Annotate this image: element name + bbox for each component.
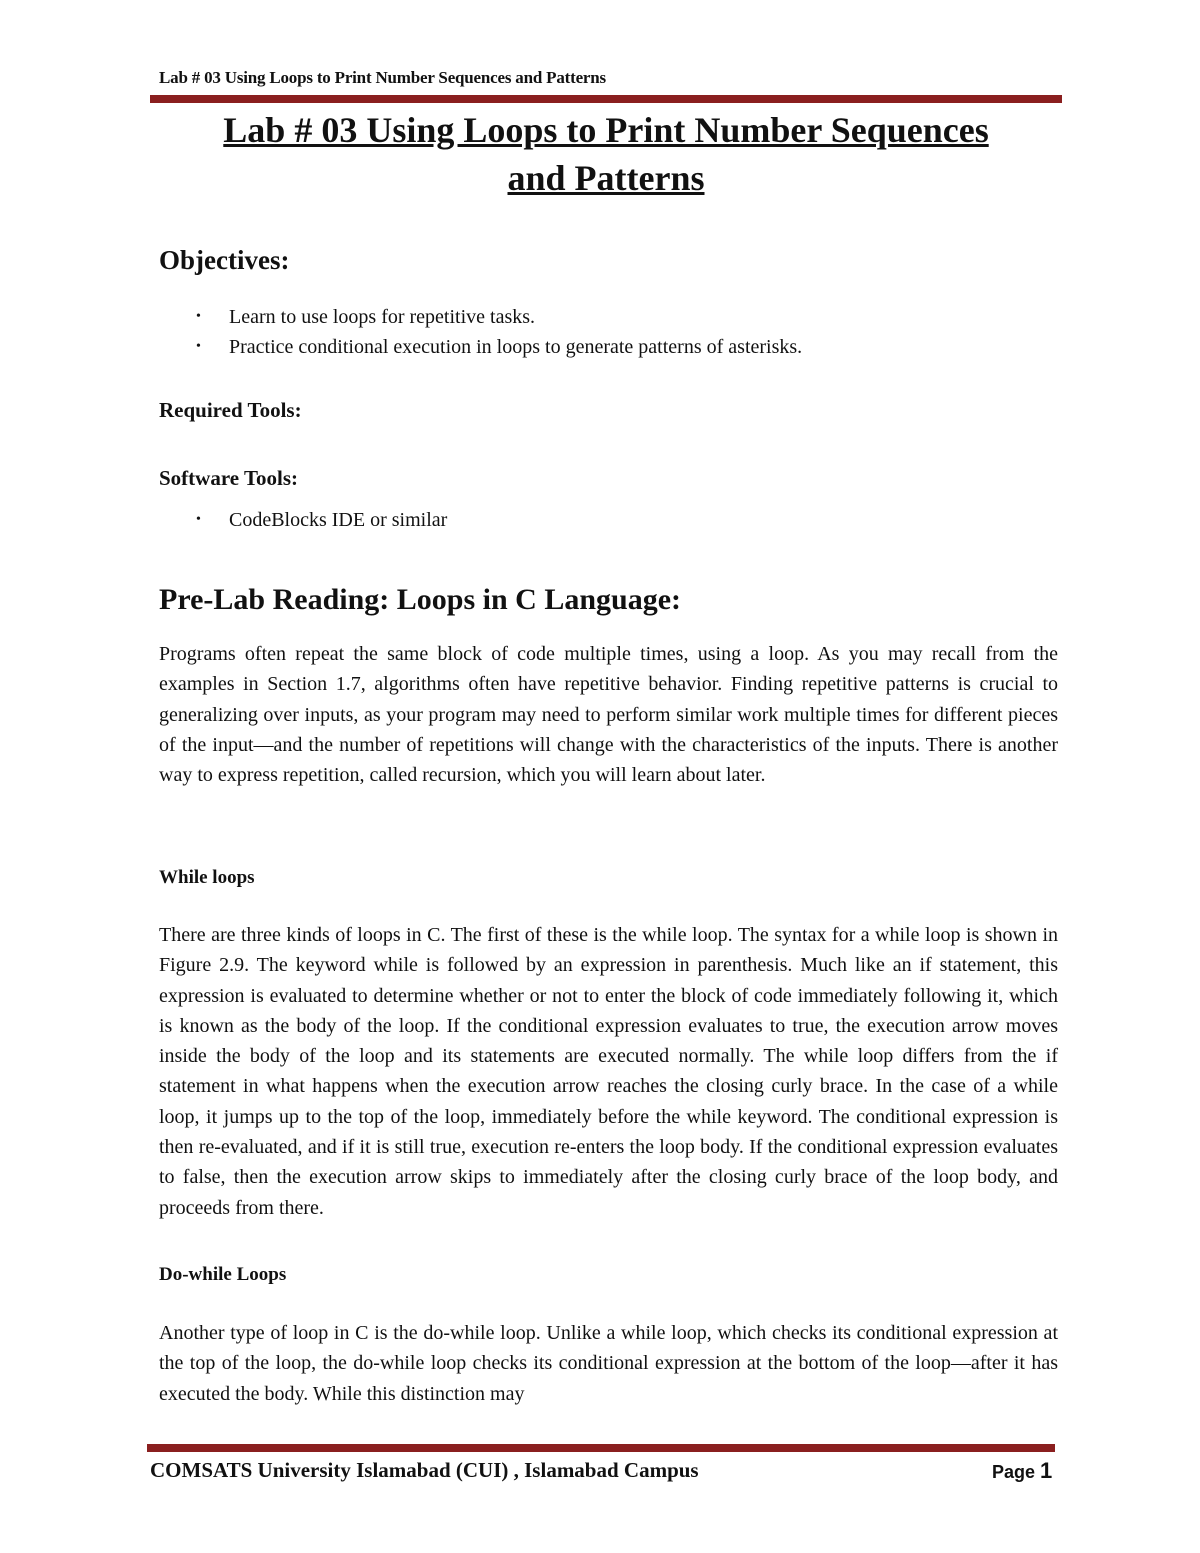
page-number xyxy=(992,1458,1052,1484)
page-number-value: 1 xyxy=(1040,1458,1053,1483)
prelab-heading: Pre-Lab Reading: Loops in C Language: xyxy=(159,583,682,616)
list-item: • CodeBlocks IDE or similar xyxy=(159,505,447,535)
software-tools-list xyxy=(159,505,447,535)
while-loops-heading: While loops xyxy=(159,867,255,888)
document-title xyxy=(150,106,1062,202)
footer-rule xyxy=(147,1444,1055,1452)
while-loops-paragraph: There are three kinds of loops in C. The first of these is the while loop. The syntax for a while loop is shown in Figure 2.9. The keyword while is followed by an expression in parenthesis. Much like an if statement, this expression is evaluated to determine whether or not to enter the block of code immediately following it, which is known as the body of the loop. If the conditional expression evaluates to true, the execution arrow moves inside the body of the loop and its statements are executed normally. The while loop differs from the if statement in what happens when the execution arrow reaches the closing curly brace. In the case of a while loop, it jumps up to the top of the loop, immediately before the while keyword. The conditional expression is then re-evaluated, and if it is still true, execution re-enters the loop body. If the conditional expression evaluates to false, then the execution arrow skips to immediately after the closing curly brace of the loop body, and proceeds from there. xyxy=(159,924,1058,1219)
list-item: • Practice conditional execution in loops to generate patterns of asterisks. xyxy=(159,332,802,362)
required-tools-heading: Required Tools: xyxy=(159,398,302,422)
bullet-icon: • xyxy=(196,512,201,527)
page-label: Page xyxy=(992,1462,1036,1482)
title-line-2: and Patterns xyxy=(507,158,705,198)
running-header: Lab # 03 Using Loops to Print Number Sequences and Patterns xyxy=(159,68,606,87)
header-rule xyxy=(150,95,1062,103)
prelab-paragraph: Programs often repeat the same block of code multiple times, using a loop. As you may recall from the examples in Section 1.7, algorithms often have repetitive behavior. Finding repetitive patterns is crucial to generalizing over inputs, as your program may need to perform similar work multiple times for different pieces of the input—and the number of repetitions will change with the characteristics of the inputs. There is another way to express repetition, called recursion, which you will learn about later. xyxy=(159,643,1058,787)
objectives-list xyxy=(159,302,802,362)
title-line-1: Lab # 03 Using Loops to Print Number Sequences xyxy=(223,110,989,150)
bullet-icon: • xyxy=(196,309,201,324)
do-while-heading: Do-while Loops xyxy=(159,1264,287,1285)
bullet-icon: • xyxy=(196,339,201,354)
footer-institution: COMSATS University Islamabad (CUI) , Islamabad Campus xyxy=(150,1458,699,1482)
do-while-paragraph: Another type of loop in C is the do-while loop. Unlike a while loop, which checks its conditional expression at the top of the loop, the do-while loop checks its conditional expression at the bottom of the loop—after it has executed the body. While this distinction may xyxy=(159,1322,1058,1405)
objectives-heading: Objectives: xyxy=(159,245,290,275)
software-tools-heading: Software Tools: xyxy=(159,466,299,490)
list-item: • Learn to use loops for repetitive tasks. xyxy=(159,302,802,332)
